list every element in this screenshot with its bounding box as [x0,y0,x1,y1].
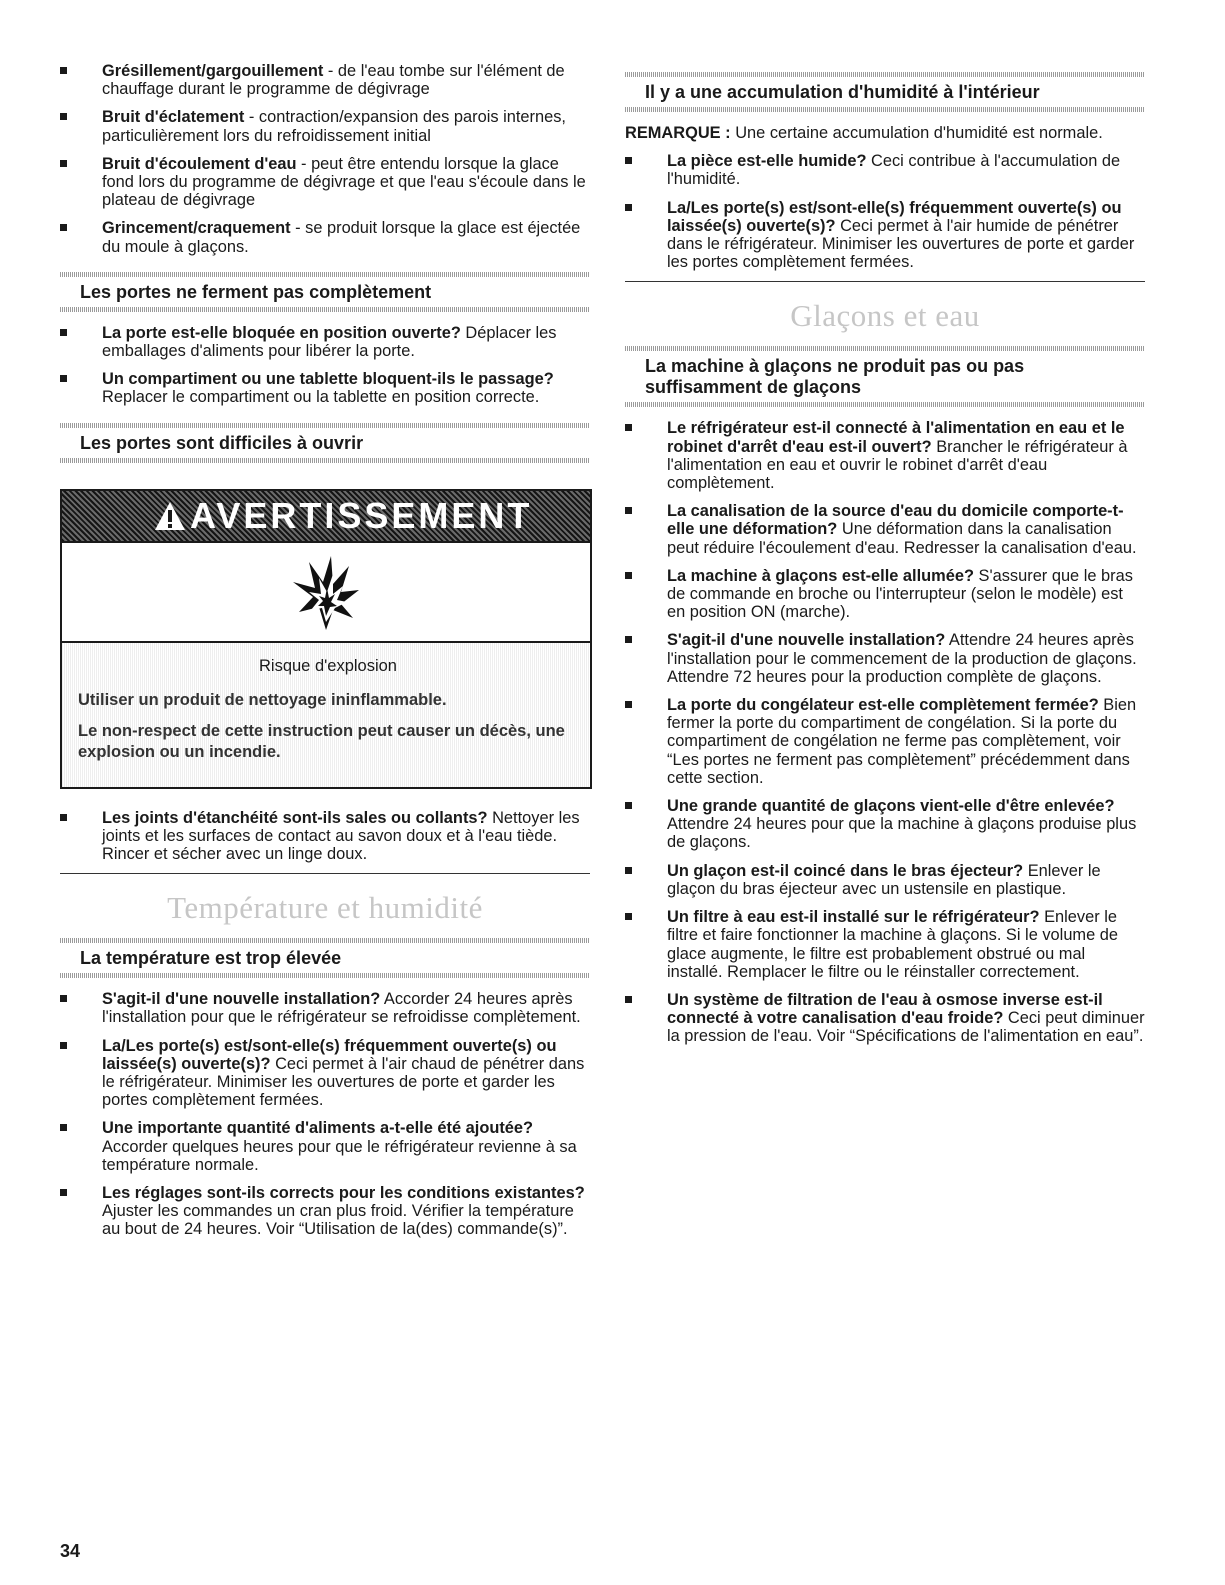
warning-consequence: Le non-respect de cette instruction peut causer un décès, une explosion ou un incendie. [78,721,565,761]
warning-triangle-icon [154,501,186,531]
list-item: La/Les porte(s) est/sont-elle(s) fréquemment ouverte(s) ou laissée(s) ouverte(s)? Ceci permet à l'air humide de pénétrer dans le réfrigérateur. Minimiser les ouvertures de porte et garder les portes complètement fermées. [625,199,1145,272]
left-column [60,62,590,1249]
list-item: La/Les porte(s) est/sont-elle(s) fréquemment ouverte(s) ou laissée(s) ouverte(s)? Ceci permet à l'air chaud de pénétrer dans le réfrigérateur. Minimiser les ouvertures de porte et garder les portes complètement fermées. [60,1037,590,1110]
list-item: La machine à glaçons est-elle allumée? S'assurer que le bras de commande en broche ou l'interrupteur (selon le modèle) est en position ON (marche). [625,567,1145,622]
list-item: S'agit-il d'une nouvelle installation? Accorder 24 heures après l'installation pour que le réfrigérateur se refroidisse complètement. [60,990,590,1026]
subheading-doors-not-closing [60,272,590,312]
subheading-humidity [625,72,1145,112]
list-item: Un filtre à eau est-il installé sur le réfrigérateur? Enlever le filtre et faire fonctionner la machine à glaçons. Si le volume de glace augmente, le filtre est probablement obstrué ou mal installé. Remplacer le filtre ou le réinstaller correctement. [625,908,1145,981]
doors-not-closing-list [60,324,590,407]
list-item: Un système de filtration de l'eau à osmose inverse est-il connecté à votre canalisation d'eau froide? Ceci peut diminuer la pression de l'eau. Voir “Spécifications de l'alimentation en eau”. [625,991,1145,1046]
list-item: La canalisation de la source d'eau du domicile comporte-t-elle une déformation? Une déformation dans la canalisation peut réduire l'écoulement d'eau. Redresser la canalisation d'eau. [625,502,1145,557]
list-item: Grésillement/gargouillement - de l'eau tombe sur l'élément de chauffage durant le programme de dégivrage [60,62,590,98]
list-item: Les joints d'étanchéité sont-ils sales ou collants? Nettoyer les joints et les surfaces de contact au savon doux et à l'eau tiède. Rincer et sécher avec un linge doux. [60,809,590,864]
list-item: Le réfrigérateur est-il connecté à l'alimentation en eau et le robinet d'arrêt d'eau est-il ouvert? Brancher le réfrigérateur à l'alimentation en eau et ouvrir le robinet d'arrêt d'eau complètement. [625,419,1145,492]
list-item: La pièce est-elle humide? Ceci contribue à l'accumulation de l'humidité. [625,152,1145,188]
divider [625,107,1145,112]
temp-high-list [60,990,590,1238]
ice-maker-list [625,419,1145,1045]
noise-list [60,62,590,256]
gaskets-list [60,809,590,864]
list-item: La porte est-elle bloquée en position ouverte? Déplacer les emballages d'aliments pour libérer la porte. [60,324,590,360]
heading-text: Il y a une accumulation d'humidité à l'intérieur [645,82,1040,102]
section-title-temperature: Température et humidité [167,890,483,926]
list-item: S'agit-il d'une nouvelle installation? Attendre 24 heures après l'installation pour le commencement de la production de glaçons. Attendre 72 heures pour la production complète de glaçons. [625,631,1145,686]
heading-text: La machine à glaçons ne produit pas ou pas suffisamment de glaçons [645,356,1025,398]
subheading-ice-maker [625,346,1145,407]
subheading-temp-high [60,938,590,978]
warning-pictogram [62,543,590,643]
list-item: Bruit d'écoulement d'eau - peut être entendu lorsque la glace fond lors du programme de dégivrage et que l'eau s'écoule dans le plateau de dégivrage [60,155,590,210]
warning-instruction: Utiliser un produit de nettoyage ininflammable. [78,690,447,709]
subheading-doors-hard-to-open [60,423,590,463]
divider [60,307,590,312]
warning-label: AVERTISSEMENT [190,494,533,536]
list-item: Grincement/craquement - se produit lorsque la glace est éjectée du moule à glaçons. [60,219,590,255]
humidity-list [625,152,1145,271]
heading-text: Les portes sont difficiles à ouvrir [80,432,364,453]
list-item: Un glaçon est-il coincé dans le bras éjecteur? Enlever le glaçon du bras éjecteur avec un ustensile en plastique. [625,862,1145,898]
remark: REMARQUE : Une certaine accumulation d'humidité est normale. [625,124,1103,142]
heading-text: La température est trop élevée [80,948,342,969]
warning-body [62,643,590,787]
divider [625,402,1145,407]
list-item: Une grande quantité de glaçons vient-elle d'être enlevée? Attendre 24 heures pour que la machine à glaçons produise plus de glaçons. [625,797,1145,852]
warning-header [62,491,590,543]
list-item: Une importante quantité d'aliments a-t-elle été ajoutée? Accorder quelques heures pour que le réfrigérateur revienne à sa température normale. [60,1119,590,1174]
divider [60,973,590,978]
hazard-title: Risque d'explosion [259,656,397,675]
list-item: Un compartiment ou une tablette bloquent-ils le passage? Replacer le compartiment ou la tablette en position correcte. [60,370,590,406]
explosion-icon [291,552,361,632]
page-number: 34 [60,1541,81,1561]
list-item: Les réglages sont-ils corrects pour les conditions existantes? Ajuster les commandes un cran plus froid. Vérifier la température au bout de 24 heures. Voir “Utilisation de la(des) commande(s)”. [60,1184,590,1239]
list-item: La porte du congélateur est-elle complètement fermée? Bien fermer la porte du compartiment de congélation. Si la porte du compartiment de congélation ne ferme pas complètement, voir “Les portes ne ferment pas complètement” précédemment dans cette section. [625,696,1145,787]
heading-text: Les portes ne ferment pas complètement [80,281,432,302]
warning-box [60,489,592,789]
right-column [625,62,1145,1056]
list-item: Bruit d'éclatement - contraction/expansion des parois internes, particulièrement lors du refroidissement initial [60,108,590,144]
divider [60,458,590,463]
section-title-ice: Glaçons et eau [790,298,980,334]
